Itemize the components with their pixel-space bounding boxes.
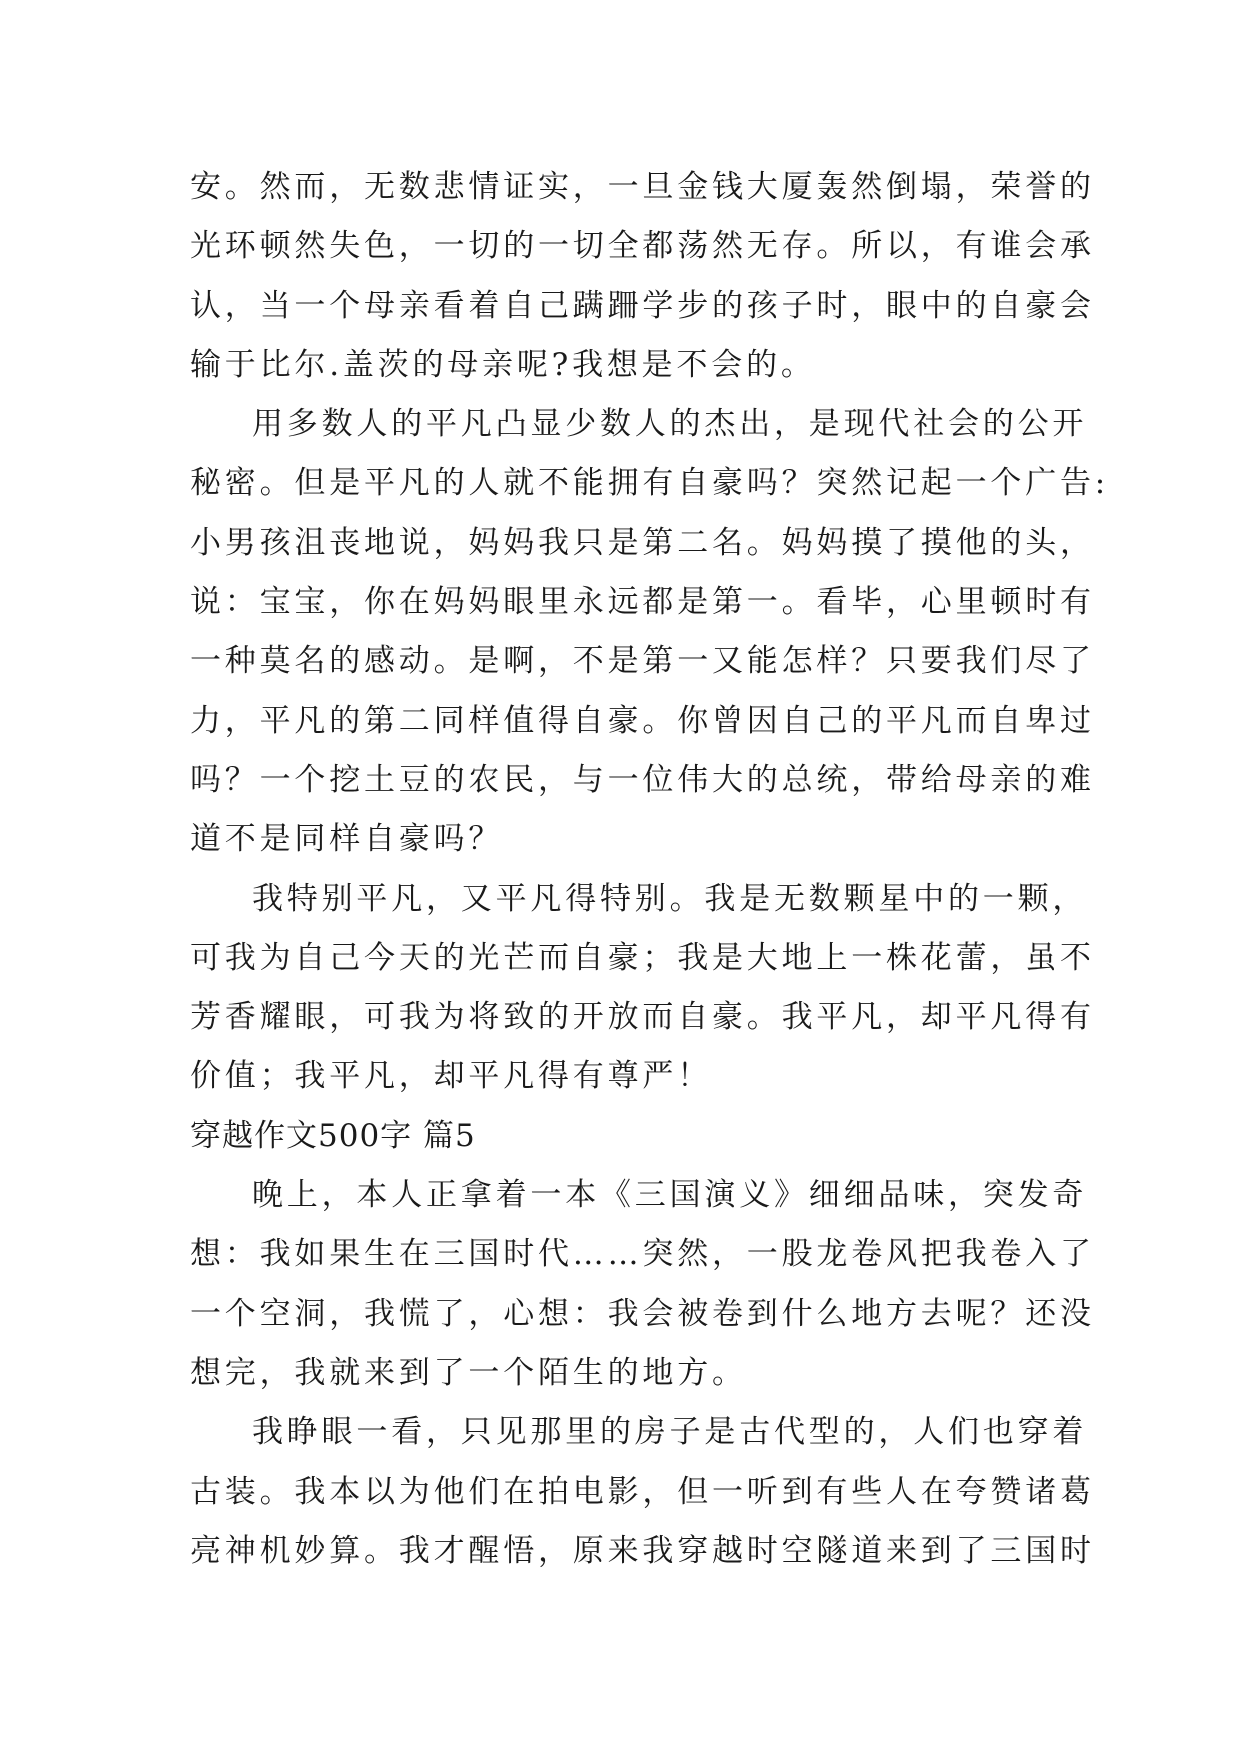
paragraph-line: 晚上，本人正拿着一本《三国演义》细细品味，突发奇	[252, 1177, 1088, 1214]
paragraph-line: 一个空洞，我慌了，心想：我会被卷到什么地方去呢？还没	[190, 1295, 1095, 1332]
paragraph-line: 我特别平凡，又平凡得特别。我是无数颗星中的一颗，	[252, 880, 1088, 917]
section-heading: 穿越作文500字 篇5	[190, 1117, 476, 1154]
paragraph-line: 安。然而，无数悲情证实，一旦金钱大厦轰然倒塌，荣誉的	[190, 169, 1095, 205]
paragraph-line: 古装。我本以为他们在拍电影，但一听到有些人在夸赞诸葛	[190, 1473, 1095, 1510]
paragraph-line: 小男孩沮丧地说，妈妈我只是第二名。妈妈摸了摸他的头，	[190, 524, 1095, 561]
paragraph-line: 秘密。但是平凡的人就不能拥有自豪吗？突然记起一个广告:	[190, 465, 1110, 502]
document-body	[190, 158, 1110, 1581]
paragraph-line: 想：我如果生在三国时代……突然，一股龙卷风把我卷入了	[190, 1236, 1095, 1273]
paragraph-line: 认，当一个母亲看着自己蹒跚学步的孩子时，眼中的自豪会	[190, 287, 1095, 324]
paragraph-line: 输于比尔.盖茨的母亲呢?我想是不会的。	[190, 346, 816, 383]
paragraph-line: 力，平凡的第二同样值得自豪。你曾因自己的平凡而自卑过	[190, 702, 1095, 739]
paragraph-line: 我睁眼一看，只见那里的房子是古代型的，人们也穿着	[252, 1414, 1088, 1451]
paragraph-line: 说：宝宝，你在妈妈眼里永远都是第一。看毕，心里顿时有	[190, 584, 1095, 621]
paragraph-line: 亮神机妙算。我才醒悟，原来我穿越时空隧道来到了三国时	[190, 1532, 1095, 1569]
paragraph-line: 芳香耀眼，可我为将致的开放而自豪。我平凡，却平凡得有	[190, 999, 1095, 1036]
paragraph-line: 可我为自己今天的光芒而自豪；我是大地上一株花蕾，虽不	[190, 939, 1095, 976]
paragraph-line: 一种莫名的感动。是啊，不是第一又能怎样？只要我们尽了	[190, 643, 1095, 680]
paragraph-line: 吗？一个挖土豆的农民，与一位伟大的总统，带给母亲的难	[190, 761, 1095, 798]
paragraph-line: 光环顿然失色，一切的一切全都荡然无存。所以，有谁会承	[190, 228, 1095, 265]
paragraph-line: 道不是同样自豪吗？	[190, 821, 504, 858]
paragraph-line: 价值；我平凡，却平凡得有尊严！	[190, 1058, 712, 1095]
paragraph-line: 用多数人的平凡凸显少数人的杰出，是现代社会的公开	[252, 406, 1088, 443]
paragraph-line: 想完，我就来到了一个陌生的地方。	[190, 1354, 747, 1391]
